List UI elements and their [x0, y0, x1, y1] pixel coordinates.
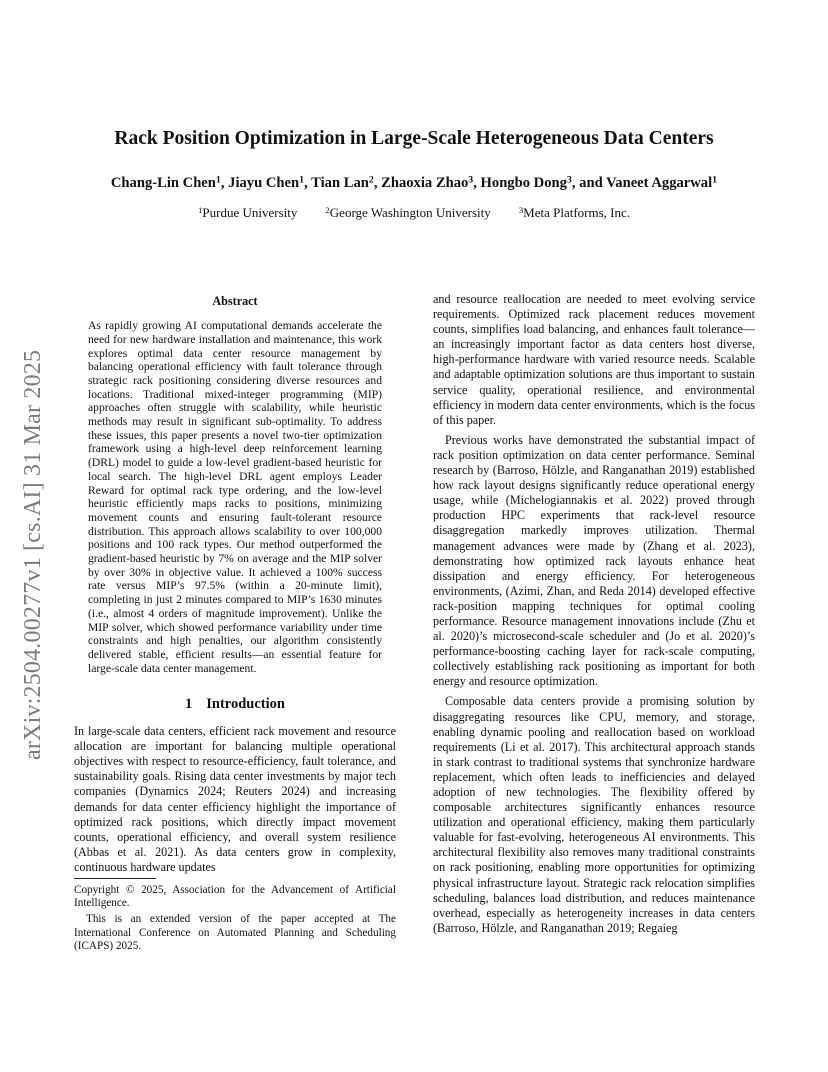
author-separator: , and	[571, 175, 607, 191]
author-separator: ,	[373, 175, 382, 191]
footnote-rule	[74, 878, 156, 879]
arxiv-identifier: arXiv:2504.00277v1 [cs.AI] 31 Mar 2025	[20, 349, 46, 760]
section-title: Introduction	[206, 696, 285, 712]
section-heading	[74, 697, 396, 712]
affiliation-mark: 2	[368, 174, 374, 186]
affiliation-mark: 1	[299, 174, 305, 186]
affiliation-mark: 3	[468, 174, 474, 186]
author-separator: ,	[473, 175, 481, 191]
affiliation	[519, 205, 630, 220]
author-separator: ,	[220, 175, 229, 191]
affiliation-mark: 3	[518, 205, 524, 216]
abstract-text: As rapidly growing AI computational demands accelerate the need for new hardware installation and maintenance, this work explores optimal data center resource management by balancing operational efficiency with fault tolerance through strategic rack positioning considering diverse resources and locations. Traditional mixed-integer programming (MIP) approaches often struggle with scalability, while heuristic methods may result in significant sub-optimality. To address these issues, this paper presents a novel two-tier optimization framework using a high-level deep reinforcement learning (DRL) model to guide a low-level gradient-based heuristic for local search. The high-level DRL agent employs Leader Reward for optimal rack type ordering, and the low-level heuristic efficiently maps racks to positions, minimizing movement counts and ensuring fault-tolerant resource distribution. This approach allows scalability to over 100,000 positions and 100 rack types. Our method outperformed the gradient-based heuristic by 7% on average and the MIP solver by over 30% in objective value. It achieved a 100% success rate versus MIP’s 97.5% (within a 20-minute limit), completing in just 2 minutes compared to MIP’s 1630 minutes (i.e., almost 4 orders of magnitude improvement). Unlike the MIP solver, which showed performance variability under time constraints and high penalties, our algorithm consistently delivered stable, efficient results—an essential feature for large-scale data center management.	[88, 319, 382, 675]
affiliation-mark: 1	[712, 174, 718, 186]
affiliation-mark: 2	[325, 205, 330, 216]
footnotes	[74, 878, 396, 956]
affiliation-name: Meta Platforms, Inc.	[523, 205, 631, 220]
affiliation-name: George Washington University	[329, 205, 491, 220]
author-separator: ,	[304, 175, 312, 191]
author-list	[0, 175, 828, 192]
affiliation-mark: 3	[566, 174, 572, 186]
extended-version-note: This is an extended version of the paper accepted at The International Conference on Automated Planning and Scheduling (ICAPS) 2025.	[74, 913, 396, 952]
abstract-section	[88, 294, 382, 675]
author-name: Jiayu Chen	[228, 175, 300, 191]
body-paragraph: and resource reallocation are needed to meet evolving service requirements. Optimized rack placement reduces movement counts, simplifies load balancing, and enhances fault tolerance—an increasingly important factor as data centers host diverse, high-performance hardware with varied resource needs. Scalable and adaptable optimization solutions are thus important to sustain service quality, operational resilience, and environmental efficiency in modern data center environments, which is the focus of this paper.	[433, 292, 755, 427]
author-name: Vaneet Aggarwal	[606, 175, 713, 191]
author-name: Chang-Lin Chen	[110, 175, 216, 191]
body-paragraph: Composable data centers provide a promising solution by disaggregating resources like CPU, memory, and storage, enabling dynamic pooling and reallocation based on workload requirements (Li et al. 2017). This architectural approach stands in stark contrast to traditional systems that synchronize hardware replacement, which often leads to inefficiencies and delayed adoption of new technologies. The flexibility offered by composable architectures significantly enhances resource utilization and operational efficiency, making them particularly valuable for fast-evolving, heterogeneous AI environments. This architectural flexibility also removes many traditional constraints on rack positioning, enabling more opportunities for optimizing physical infrastructure layout. Strategic rack relocation simplifies scheduling, balances load distribution, and reduces maintenance overhead, especially as heterogeneity increases in data centers (Barroso, Hölzle, and Ranganathan 2019; Regaieg	[433, 694, 755, 935]
affiliation-mark: 1	[197, 205, 203, 216]
affiliation-name: Purdue University	[202, 205, 298, 220]
affiliation	[325, 205, 490, 220]
author-name: Tian Lan	[311, 175, 369, 191]
author-name: Zhaoxia Zhao	[381, 175, 469, 191]
affiliation	[198, 205, 297, 220]
introduction-section	[74, 697, 396, 875]
body-paragraph: Previous works have demonstrated the substantial impact of rack position optimization on data center performance. Seminal research by (Barroso, Hölzle, and Ranganathan 2019) established how rack layout designs significantly reduce operational energy usage, while (Michelogiannakis et al. 2022) proved through production HPC experiments that rack-level resource disaggregation markedly improves utilization. Thermal management advances were made by (Zhang et al. 2023), demonstrating how optimized rack layouts enhance heat dissipation and energy efficiency. For heterogeneous environments, (Azimi, Zhan, and Reda 2014) developed effective rack-position mapping techniques for optimal cooling performance. Resource management innovations include (Zhu et al. 2020)’s microsecond-scale scheduler and (Jo et al. 2020)’s performance-boosting caching layer for rack-scale computing, collectively establishing rack positioning as important for both energy and resource optimization.	[433, 432, 755, 689]
affiliation-list	[0, 205, 828, 221]
copyright-note: Copyright © 2025, Association for the Advancement of Artificial Intelligence.	[74, 884, 396, 910]
abstract-heading: Abstract	[212, 294, 258, 308]
author-name: Hongbo Dong	[480, 175, 567, 191]
right-column	[433, 292, 755, 941]
intro-paragraph-1: In large-scale data centers, efficient rack movement and resource allocation are important for balancing multiple operational objectives with respect to resource-efficiency, fault tolerance, and sustainability goals. Rising data center investments by major tech companies (Dynamics 2024; Reuters 2024) and increasing demands for data center efficiency highlight the importance of optimized rack positions, which directly impact movement counts, operational efficiency, and overall system resilience (Abbas et al. 2021). As data centers grow in complexity, continuous hardware updates	[74, 724, 396, 874]
affiliation-mark: 1	[215, 174, 221, 186]
section-number: 1	[185, 696, 193, 712]
paper-title: Rack Position Optimization in Large-Scale Heterogeneous Data Centers	[114, 128, 714, 149]
